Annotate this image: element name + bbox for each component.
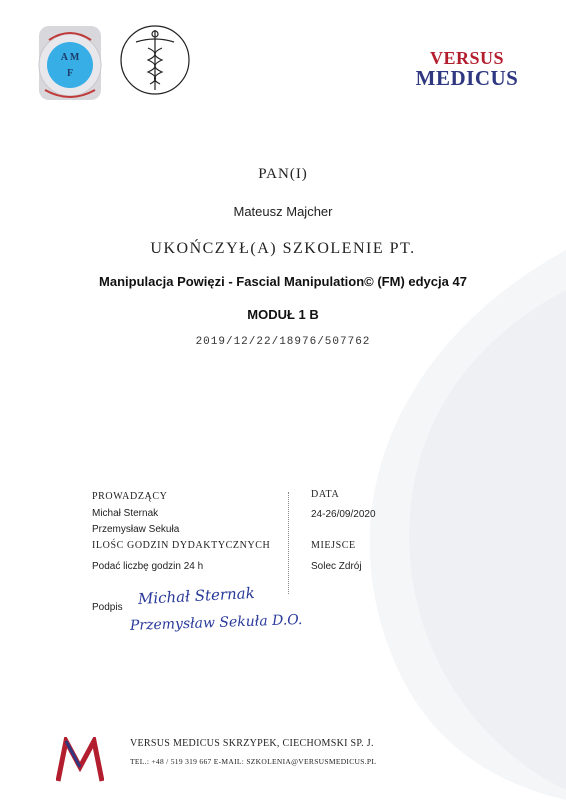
certificate-number: 2019/12/22/18976/507762 xyxy=(195,336,371,348)
brand-line1: VERSUS xyxy=(429,48,505,68)
details-divider xyxy=(288,492,289,594)
recipient-name: Mateusz Majcher xyxy=(233,204,333,219)
hours-value: Podać liczbę godzin 24 h xyxy=(92,561,204,572)
brand-line2: MEDICUS xyxy=(415,66,519,90)
signature-sekula: Przemysław Sekuła D.O. xyxy=(129,611,303,634)
signature-sternak: Michał Sternak xyxy=(137,583,256,608)
instructor-2: Przemysław Sekuła xyxy=(92,524,180,535)
svg-text:F: F xyxy=(66,68,74,79)
caduceus-logo xyxy=(120,22,190,98)
amf-badge-logo xyxy=(37,20,103,106)
instructors-label: PROWADZĄCY xyxy=(92,491,168,502)
date-value: 24-26/09/2020 xyxy=(311,509,376,520)
svg-text:A M: A M xyxy=(60,52,80,63)
company-name: VERSUS MEDICUS SKRZYPEK, CIECHOMSKI SP. J. xyxy=(130,738,374,749)
salutation: PAN(I) xyxy=(258,166,308,182)
course-title: Manipulacja Powięzi - Fascial Manipulation© (FM) edycja 47 xyxy=(99,274,467,289)
signature-label: Podpis xyxy=(92,602,123,613)
instructor-1: Michał Sternak xyxy=(92,508,159,519)
company-contact: TEL.: +48 / 519 319 667 E-MAIL: SZKOLENIA@VERSUSMEDICUS.PL xyxy=(130,757,377,766)
place-label: MIEJSCE xyxy=(311,540,356,551)
completed-statement: UKOŃCZYŁ(A) SZKOLENIE PT. xyxy=(150,240,416,257)
hours-label: ILOŚC GODZIN DYDAKTYCZNYCH xyxy=(92,540,271,551)
module-name: MODUŁ 1 B xyxy=(247,307,319,322)
place-value: Solec Zdrój xyxy=(311,561,362,572)
versus-medicus-logo xyxy=(402,49,532,89)
date-label: DATA xyxy=(311,489,340,500)
vm-footer-logo xyxy=(56,737,104,783)
